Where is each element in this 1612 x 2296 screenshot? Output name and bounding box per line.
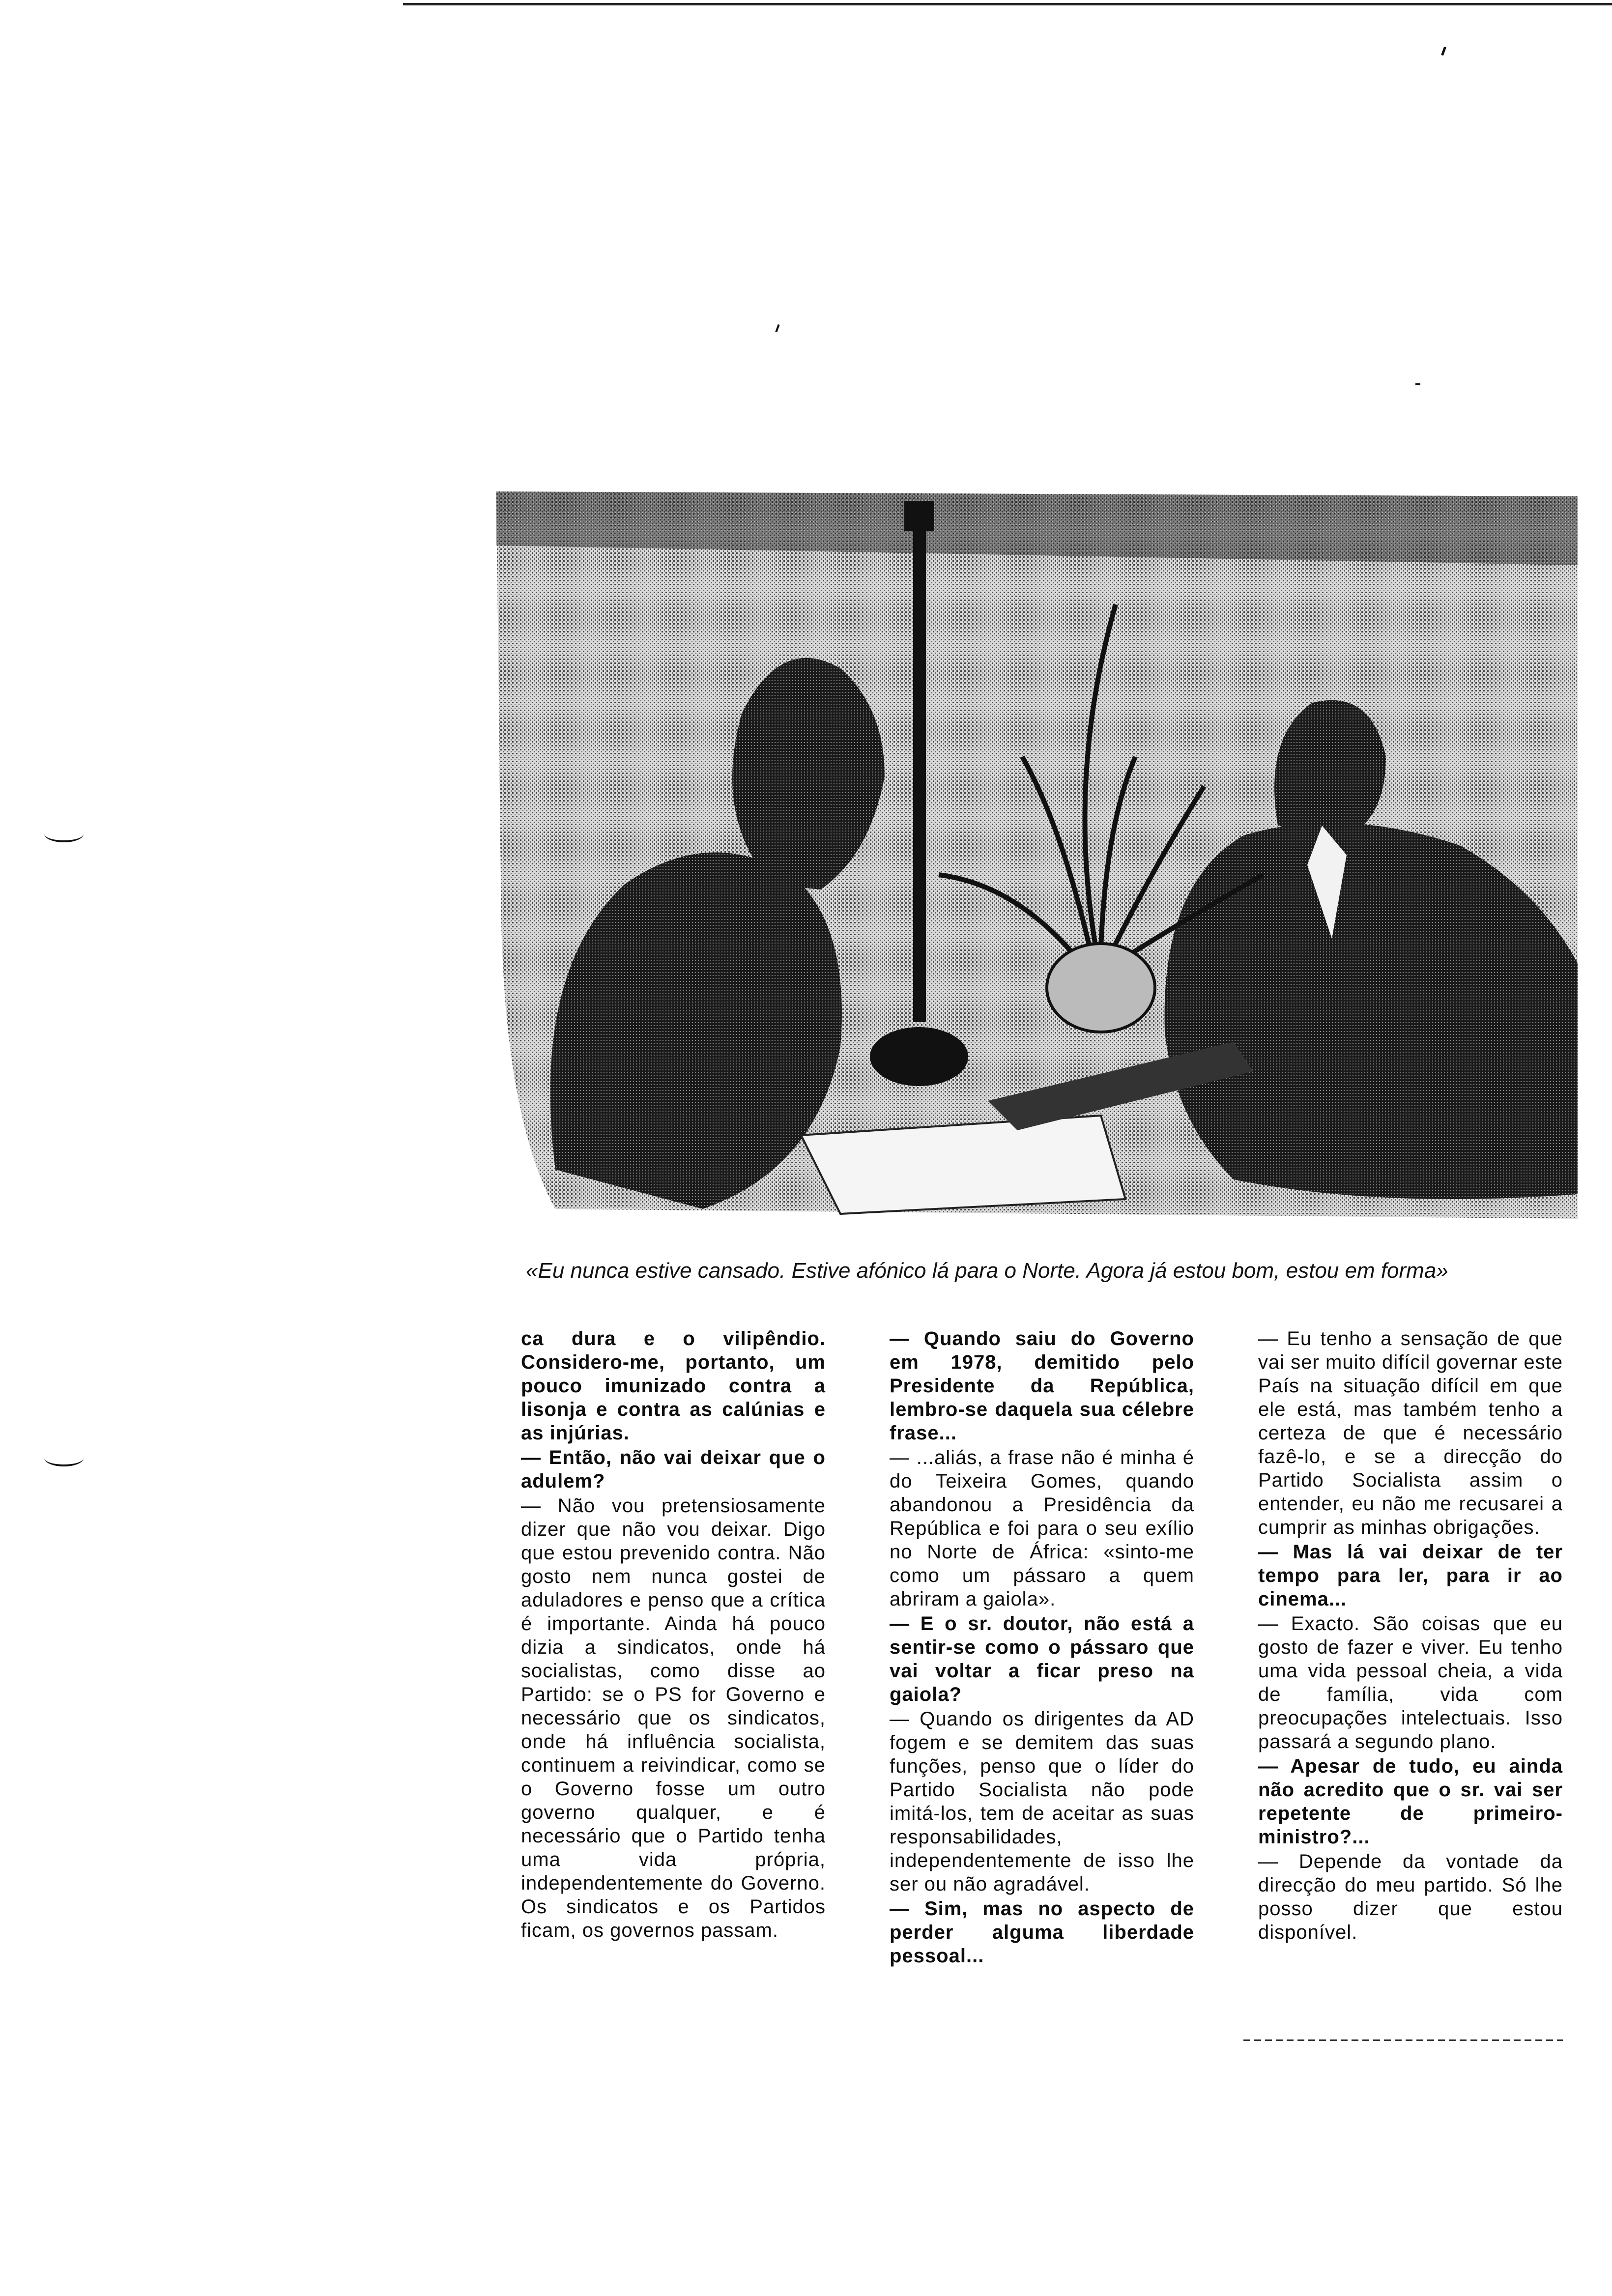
answer: — ...aliás, a frase não é minha é do Teixeira Gomes, quando abandonou a Presidência da República e foi para o seu exílio no Norte de África: «sinto-me como um pássaro a quem abriram a gaiola». bbox=[890, 1447, 1194, 1610]
article-column-1 bbox=[521, 1327, 826, 1943]
question: — Quando saiu do Governo em 1978, demitido pelo Presidente da República, lembro-se daquela sua célebre frase... bbox=[890, 1328, 1194, 1444]
paragraph: ca dura e o vilipêndio. Considero-me, portanto, um pouco imunizado contra a lisonja e contra as calúnias e as injúrias. bbox=[521, 1328, 826, 1444]
margin-mark bbox=[44, 1450, 84, 1466]
answer: — Não vou pretensiosamente dizer que não vou deixar. Digo que estou prevenido contra. Não gosto nem nunca gostei de aduladores e penso que a crítica é importante. Ainda há pouco dizia a sindicatos, onde há socialistas, como disse ao Partido: se o PS for Governo e necessário que os sindicatos, onde há influência socialista, continuem a reivindicar, como se o Governo fosse um outro governo qualquer, e é necessário que o Partido tenha uma vida própria, independentemente do Governo. Os sindicatos e os Partidos ficam, os governos passam. bbox=[521, 1495, 826, 1941]
answer: — Eu tenho a sensação de que vai ser muito difícil governar este País na situação difícil em que ele está, mas também tenho a certeza de que é necessário fazê-lo, e se a direcção do Partido Socialista assim o entender, eu não me recusarei a cumprir as minhas obrigações. bbox=[1258, 1328, 1563, 1538]
margin-mark bbox=[44, 826, 84, 842]
answer: — Depende da vontade da direcção do meu partido. Só lhe posso dizer que estou disponível. bbox=[1258, 1851, 1563, 1943]
answer: — Exacto. São coisas que eu gosto de fazer e viver. Eu tenho uma vida pessoal cheia, a vida de família, vida com preocupações intelectuais. Isso passará a segundo plano. bbox=[1258, 1613, 1563, 1752]
question: — Apesar de tudo, eu ainda não acredito que o sr. vai ser repetente de primeiro-ministro?... bbox=[1258, 1755, 1563, 1848]
article-column-2 bbox=[890, 1327, 1194, 1969]
question: — Sim, mas no aspecto de perder alguma liberdade pessoal... bbox=[890, 1898, 1194, 1967]
end-rule bbox=[1243, 2039, 1563, 2041]
speck bbox=[1415, 383, 1420, 385]
top-rule bbox=[403, 3, 1612, 5]
article-column-3 bbox=[1258, 1327, 1563, 1945]
question: — Mas lá vai deixar de ter tempo para ler, para ir ao cinema... bbox=[1258, 1541, 1563, 1610]
speck bbox=[1441, 47, 1446, 56]
answer: — Quando os dirigentes da AD fogem e se demitem das suas funções, penso que o líder do Partido Socialista não pode imitá-los, tem de aceitar as suas responsabilidades, independentemente de isso lhe ser ou não agradável. bbox=[890, 1708, 1194, 1895]
speck bbox=[775, 324, 779, 332]
photo-image bbox=[496, 482, 1578, 1219]
photo-caption: «Eu nunca estive cansado. Estive afónico lá para o Norte. Agora já estou bom, estou em forma» bbox=[526, 1259, 1448, 1283]
interview-photo bbox=[496, 482, 1578, 1219]
question: — Então, não vai deixar que o adulem? bbox=[521, 1447, 826, 1492]
question: — E o sr. doutor, não está a sentir-se como o pássaro que vai voltar a ficar preso na gaiola? bbox=[890, 1613, 1194, 1705]
